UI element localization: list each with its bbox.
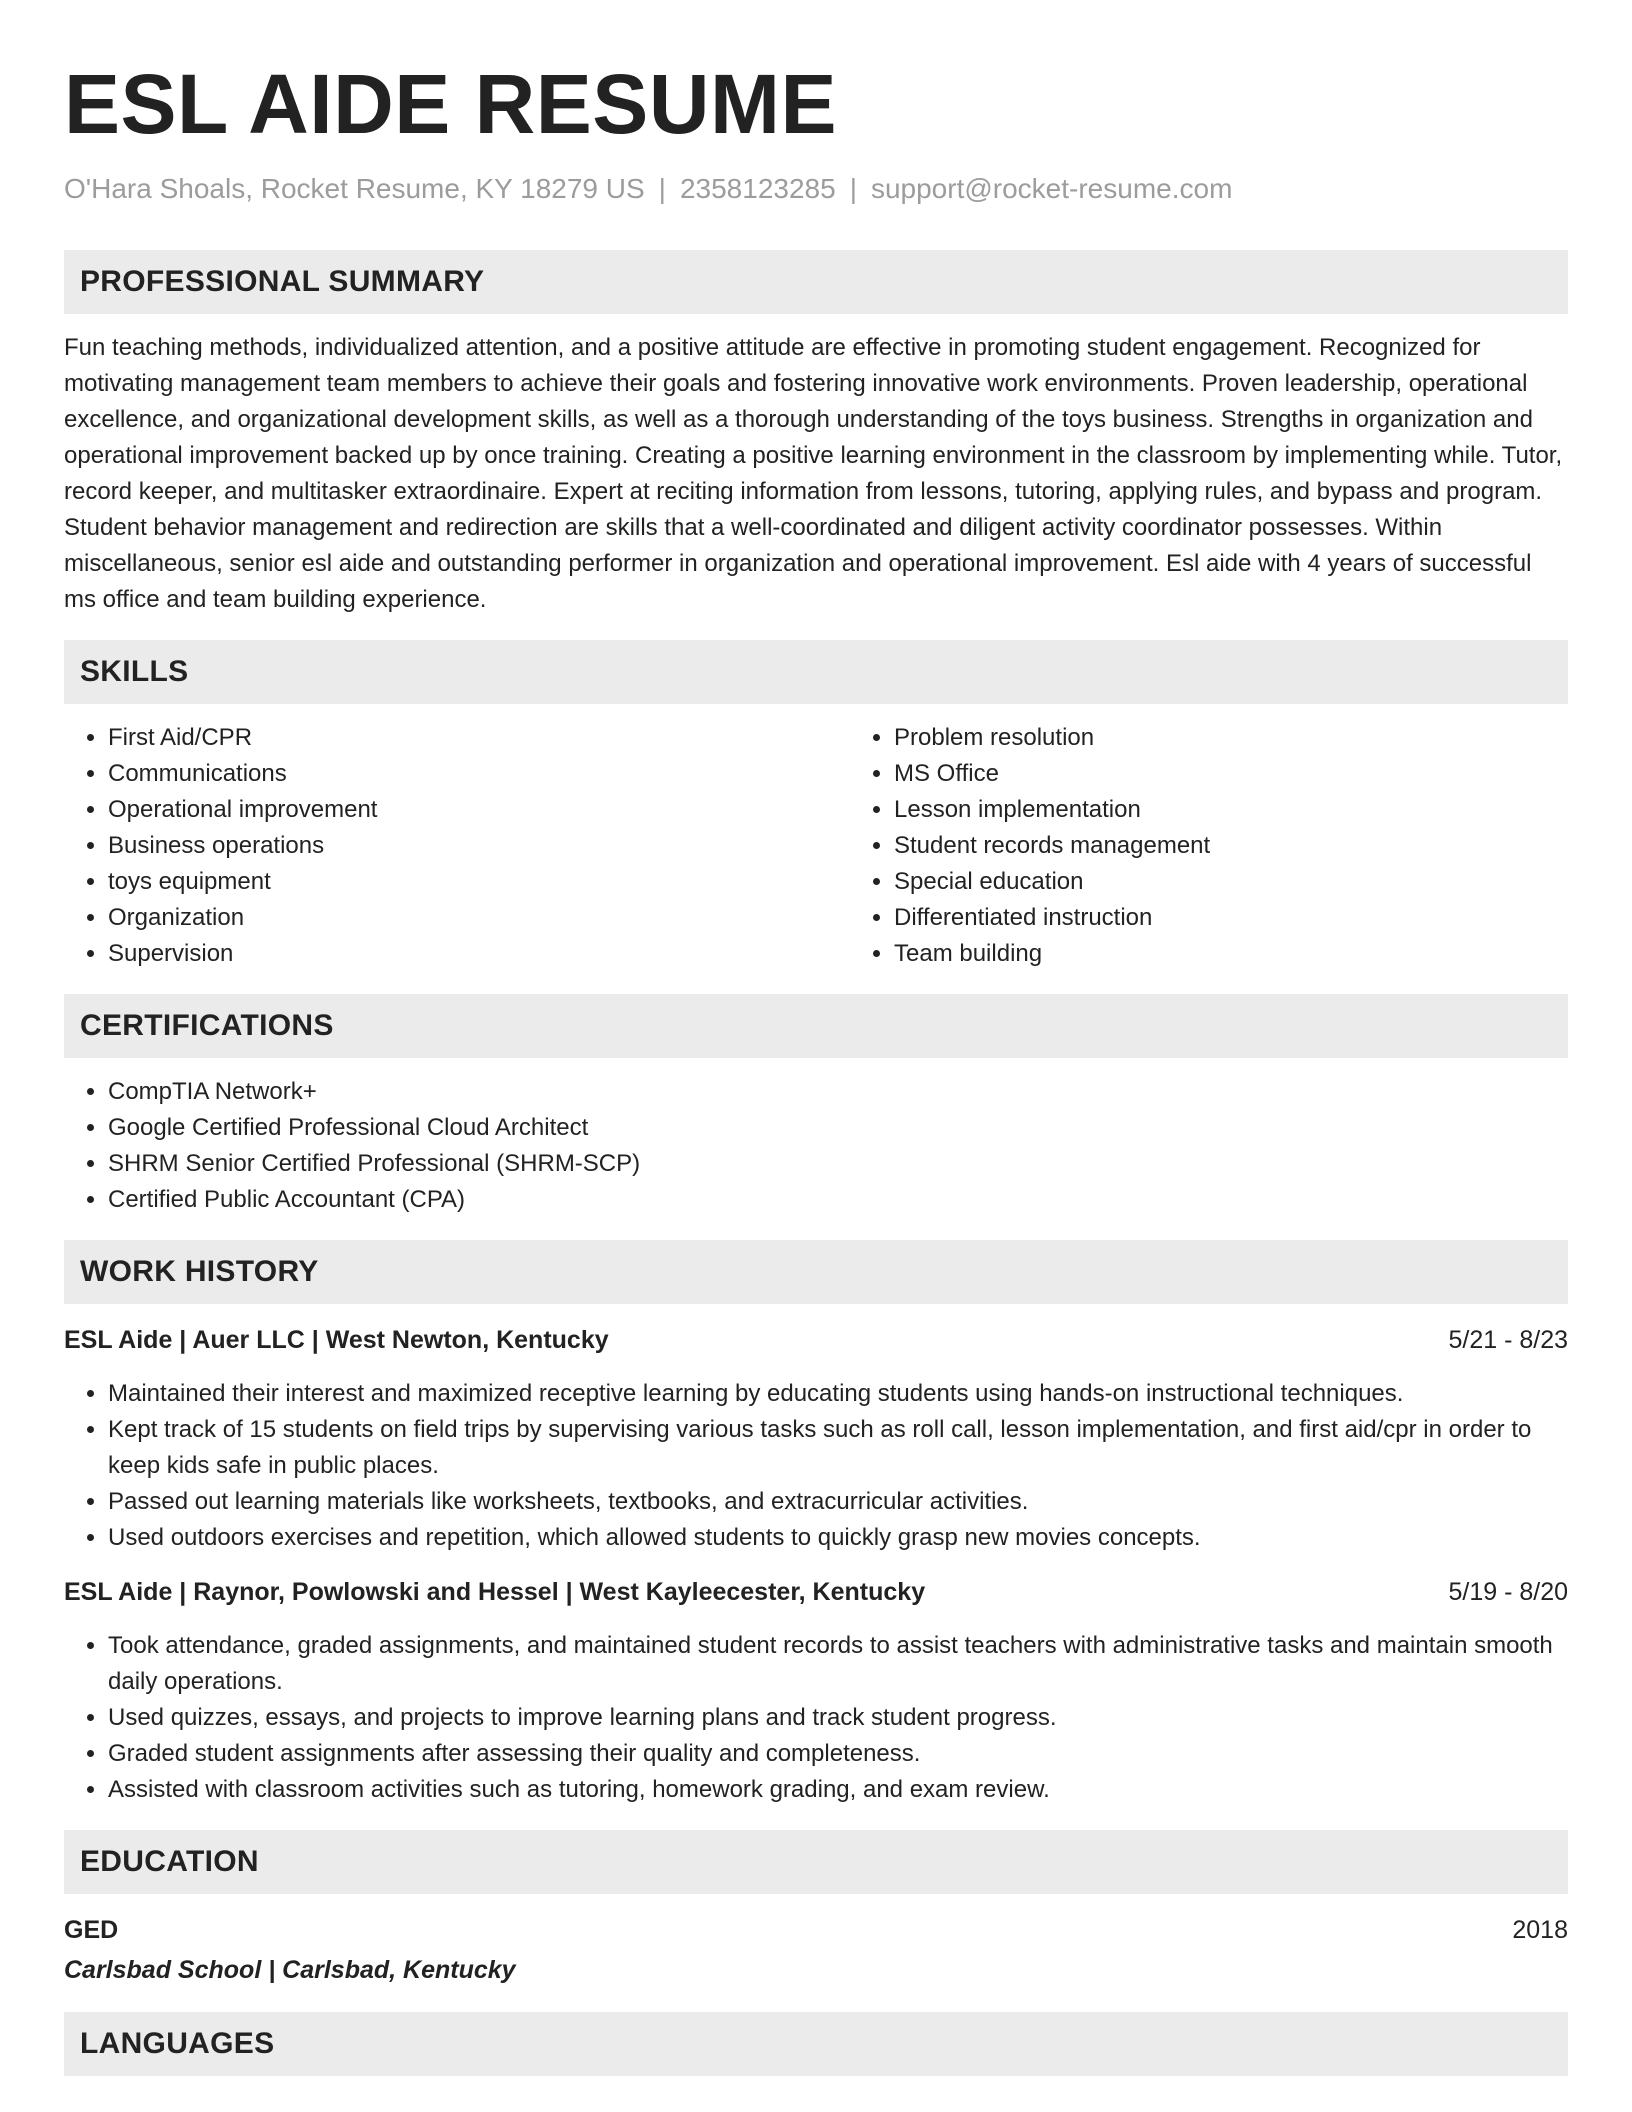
education-header xyxy=(64,1912,1568,1948)
skill-item: • Supervision xyxy=(108,936,850,972)
section-header-languages: LANGUAGES xyxy=(64,2012,1568,2076)
job-dates: 5/21 - 8/23 xyxy=(1448,1326,1568,1354)
contact-separator: | xyxy=(849,173,857,204)
job-bullet: • Maintained their interest and maximized receptive learning by educating students using hands-on instructional techniques. xyxy=(108,1376,1568,1412)
skill-item: • Operational improvement xyxy=(108,792,850,828)
job-bullet: • Kept track of 15 students on field trips by supervising various tasks such as roll call, lesson implementation, and first aid/cpr in order to keep kids safe in public places. xyxy=(108,1412,1568,1484)
job-title: ESL Aide | Auer LLC | West Newton, Kentucky xyxy=(64,1326,609,1354)
section-header-skills: SKILLS xyxy=(64,640,1568,704)
job-entry xyxy=(64,1574,1568,1808)
skills-column-left xyxy=(64,720,850,972)
job-entry xyxy=(64,1322,1568,1556)
job-title: ESL Aide | Raynor, Powlowski and Hessel | West Kayleecester, Kentucky xyxy=(64,1578,926,1606)
job-bullet: • Used outdoors exercises and repetition, which allowed students to quickly grasp new movies concepts. xyxy=(108,1520,1568,1556)
section-header-education: EDUCATION xyxy=(64,1830,1568,1894)
education-school: Carlsbad School | Carlsbad, Kentucky xyxy=(64,1956,516,1984)
contact-separator: | xyxy=(658,173,666,204)
skill-item: • Team building xyxy=(894,936,1632,972)
summary-text: Fun teaching methods, individualized attention, and a positive attitude are effective in promoting student engagement. Recognized for motivating management team members to achieve their goals and fostering innovative work environments. Proven leadership, operational excellence, and organizational development skills, as well as a thorough understanding of the toys business. Strengths in organization and operational improvement backed up by once training. Creating a positive learning environment in the classroom by implementing while. Tutor, record keeper, and multitasker extraordinaire. Expert at reciting information from lessons, tutoring, applying rules, and bypass and program. Student behavior management and redirection are skills that a well-coordinated and diligent activity coordinator possesses. Within miscellaneous, senior esl aide and outstanding performer in organization and operational improvement. Esl aide with 4 years of successful ms office and team building experience. xyxy=(64,334,1563,613)
skill-item: • MS Office xyxy=(894,756,1632,792)
contact-line xyxy=(64,172,1568,206)
contact-address: O'Hara Shoals, Rocket Resume, KY 18279 US xyxy=(64,173,645,204)
resume-title: ESL AIDE RESUME xyxy=(64,57,837,151)
job-header xyxy=(64,1574,1568,1610)
job-bullet: • Passed out learning materials like worksheets, textbooks, and extracurricular activities. xyxy=(108,1484,1568,1520)
job-bullets xyxy=(64,1628,1568,1808)
skills-column-right xyxy=(850,720,1632,972)
section-header-certifications: CERTIFICATIONS xyxy=(64,994,1568,1058)
skill-item: • Lesson implementation xyxy=(894,792,1632,828)
certification-item: • Certified Public Accountant (CPA) xyxy=(108,1182,1568,1218)
section-header-work-history: WORK HISTORY xyxy=(64,1240,1568,1304)
skill-item: • Problem resolution xyxy=(894,720,1632,756)
skill-item: • First Aid/CPR xyxy=(108,720,850,756)
job-bullet: • Took attendance, graded assignments, and maintained student records to assist teachers with administrative tasks and maintain smooth daily operations. xyxy=(108,1628,1568,1700)
certifications-list xyxy=(64,1074,1568,1218)
education-year: 2018 xyxy=(1512,1916,1568,1944)
skill-item: • toys equipment xyxy=(108,864,850,900)
job-bullet: • Used quizzes, essays, and projects to improve learning plans and track student progress. xyxy=(108,1700,1568,1736)
skill-item: • Communications xyxy=(108,756,850,792)
skill-item: • Organization xyxy=(108,900,850,936)
education-degree: GED xyxy=(64,1916,119,1944)
job-bullet: • Assisted with classroom activities such as tutoring, homework grading, and exam review. xyxy=(108,1772,1568,1808)
job-header xyxy=(64,1322,1568,1358)
certification-item: • CompTIA Network+ xyxy=(108,1074,1568,1110)
skill-item: • Student records management xyxy=(894,828,1632,864)
education-entry xyxy=(64,1912,1568,1988)
skill-item: • Special education xyxy=(894,864,1632,900)
contact-email: support@rocket-resume.com xyxy=(870,173,1233,204)
job-dates: 5/19 - 8/20 xyxy=(1448,1578,1568,1606)
certification-item: • Google Certified Professional Cloud Architect xyxy=(108,1110,1568,1146)
certification-item: • SHRM Senior Certified Professional (SHRM-SCP) xyxy=(108,1146,1568,1182)
contact-phone: 2358123285 xyxy=(679,173,836,204)
skill-item: • Differentiated instruction xyxy=(894,900,1632,936)
job-bullet: • Graded student assignments after assessing their quality and completeness. xyxy=(108,1736,1568,1772)
job-bullets xyxy=(64,1376,1568,1556)
skills-list xyxy=(64,720,1568,972)
skill-item: • Business operations xyxy=(108,828,850,864)
section-header-summary: PROFESSIONAL SUMMARY xyxy=(64,250,1568,314)
